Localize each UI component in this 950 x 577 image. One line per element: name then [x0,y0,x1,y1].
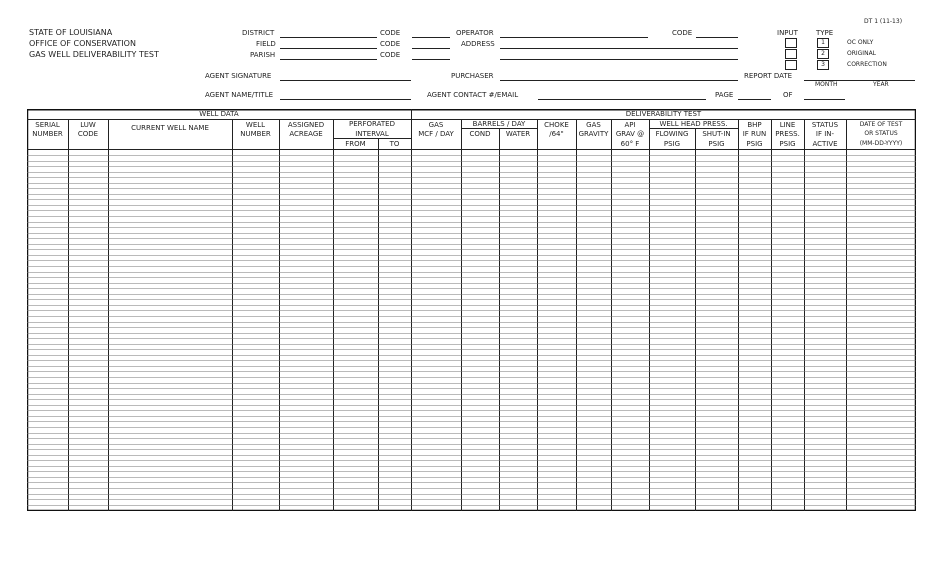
page-label: PAGE [715,91,734,99]
col-choke-l1: CHOKE [544,121,569,129]
col-well-name: CURRENT WELL NAME [131,124,209,132]
col-gravity-l2: GRAVITY [578,130,609,138]
deliverability-test-header: DELIVERABILITY TEST [625,110,702,118]
col-bhp-l3: PSIG [746,140,763,148]
col-date-l1: DATE OF TEST [859,121,903,128]
type-box-3: 3 [817,60,829,70]
col-cond: COND [469,130,491,138]
type-label: TYPE [816,29,834,37]
col-acreage-l2: ACREAGE [289,130,323,138]
agent-contact-field[interactable] [538,99,706,100]
agent-contact-label: AGENT CONTACT #/EMAIL [427,91,519,99]
input-checkbox-3[interactable] [785,60,797,70]
operator-code-label: CODE [672,29,693,37]
agent-signature-label: AGENT SIGNATURE [205,72,272,80]
report-date-label: REPORT DATE [744,72,793,80]
address-label: ADDRESS [461,40,495,48]
table-grid-lines [27,109,916,511]
operator-code-field[interactable] [696,37,738,38]
col-bhp-l2: IF RUN [742,130,767,138]
purchaser-field[interactable] [500,80,738,81]
col-gas-l2: MCF / DAY [418,130,454,138]
agent-name-label: AGENT NAME/TITLE [205,91,274,99]
col-luw-l2: CODE [77,130,99,138]
col-line-l2: PRESS. [775,130,800,138]
col-shutin-l1: SHUT-IN [702,130,731,138]
col-gravity-l1: GAS [586,121,601,129]
form-title: GAS WELL DELIVERABILITY TEST [29,50,159,59]
agent-name-field[interactable] [280,99,411,100]
col-line-l3: PSIG [779,140,796,148]
type-box-1: 1 [817,38,829,48]
col-to: TO [389,140,400,148]
field-code-label: CODE [380,40,401,48]
of-label: OF [783,91,793,99]
district-code-label: CODE [380,29,401,37]
col-api-l1: API [624,121,636,129]
parish-code-field[interactable] [412,59,450,60]
operator-field[interactable] [500,37,648,38]
parish-code-label: CODE [380,51,401,59]
col-well-number-l1: WELL [245,121,266,129]
col-barrels: BARRELS / DAY [472,120,526,128]
input-checkbox-2[interactable] [785,49,797,59]
col-serial-l1: SERIAL [35,121,60,129]
purchaser-label: PURCHASER [451,72,494,80]
col-acreage-l1: ASSIGNED [287,121,325,129]
col-status-l2: IF IN- [815,130,835,138]
col-status-l1: STATUS [811,121,839,129]
form-id: DT 1 (11-13) [864,18,903,25]
col-bhp-l1: BHP [747,121,762,129]
district-code-field[interactable] [412,37,450,38]
col-status-l3: ACTIVE [812,140,838,148]
input-label: INPUT [777,29,798,37]
col-serial-l2: NUMBER [32,130,63,138]
field-code-field[interactable] [412,48,450,49]
type-oc-only: OC ONLY [847,39,874,46]
col-well-number-l2: NUMBER [240,130,271,138]
input-checkbox-1[interactable] [785,38,797,48]
col-api-l2: GRAV @ [615,130,645,138]
agency-office: OFFICE OF CONSERVATION [29,39,136,48]
type-original: ORIGINAL [847,50,877,57]
type-correction: CORRECTION [847,61,887,68]
col-whp: WELL HEAD PRESS. [659,120,728,128]
field-label: FIELD [256,40,276,48]
address-field-2[interactable] [500,59,738,60]
address-field-1[interactable] [500,48,738,49]
col-luw-l1: LUW [80,121,96,129]
col-date-l3: (MM-DD-YYYY) [859,140,903,147]
col-flowing-l1: FLOWING [655,130,689,138]
col-perforated-l1: PERFORATED [349,120,395,128]
col-from: FROM [345,140,366,148]
col-perforated-l2: INTERVAL [355,130,389,138]
type-box-2: 2 [817,49,829,59]
col-line-l1: LINE [779,121,796,129]
page-field[interactable] [738,99,771,100]
month-label: MONTH [815,81,838,88]
year-label: YEAR [873,81,889,88]
operator-label: OPERATOR [456,29,494,37]
agent-signature-field[interactable] [280,80,411,81]
col-date-l2: OR STATUS [864,130,898,137]
parish-label: PARISH [250,51,276,59]
well-data-header: WELL DATA [199,110,239,118]
field-field[interactable] [280,48,377,49]
page-total-field[interactable] [804,99,845,100]
col-shutin-l2: PSIG [708,140,725,148]
district-field[interactable] [280,37,377,38]
data-table [27,109,916,511]
parish-field[interactable] [280,59,377,60]
col-api-l3: 60° F [620,140,640,148]
col-water: WATER [505,130,531,138]
agency-state: STATE OF LOUISIANA [29,28,113,37]
col-flowing-l2: PSIG [663,140,681,148]
col-choke-l2: /64" [549,130,564,138]
col-gas-l1: GAS [428,121,444,129]
district-label: DISTRICT [242,29,275,37]
